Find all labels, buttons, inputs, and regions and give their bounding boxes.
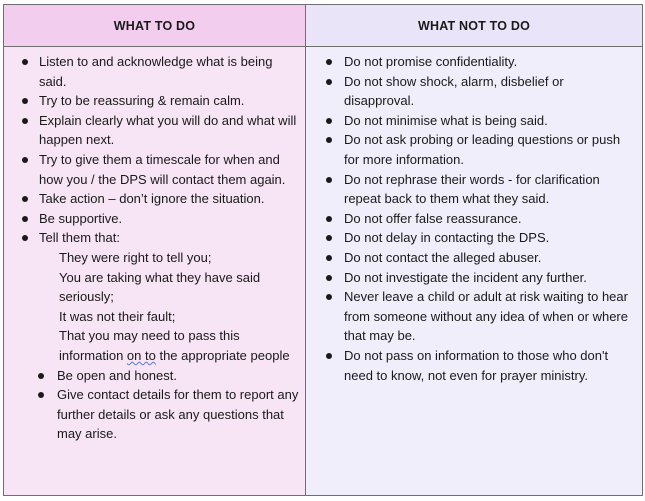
list-item: Try to give them a timescale for when and how you / the DPS will contact them again.	[4, 150, 299, 189]
sub-list-item: You are taking what they have said seriously;	[59, 269, 261, 305]
bullet-icon	[326, 216, 332, 222]
list-item: Be open and honest.	[4, 366, 299, 386]
bullet-icon	[22, 196, 28, 202]
bullet-icon	[326, 353, 332, 359]
bullet-icon	[22, 216, 28, 222]
list-item: Give contact details for them to report any further details or ask any questions that may arise.	[4, 385, 299, 444]
bullet-icon	[326, 118, 332, 124]
list-item: Do not offer false reassurance.	[306, 209, 636, 229]
guidance-table	[3, 4, 643, 496]
bullet-icon	[326, 235, 332, 241]
list-item: Tell them that:	[4, 228, 299, 248]
what-to-do-list	[4, 47, 305, 444]
bullet-icon	[326, 59, 332, 65]
list-item: Do not delay in contacting the DPS.	[306, 228, 636, 248]
list-item: Never leave a child or adult at risk waiting to hear from someone without any idea of when or where that may be.	[306, 287, 636, 346]
sub-list-item: It was not their fault;	[59, 308, 176, 324]
list-item: Try to be reassuring & remain calm.	[4, 91, 299, 111]
what-to-do-heading: WHAT TO DO	[4, 5, 305, 47]
list-item: Do not show shock, alarm, disbelief or disapproval.	[306, 72, 636, 111]
bullet-icon	[326, 275, 332, 281]
list-item: Listen to and acknowledge what is being said.	[4, 52, 299, 91]
bullet-icon	[38, 392, 44, 398]
list-item: Do not ask probing or leading questions or push for more information.	[306, 130, 636, 169]
list-item: Be supportive.	[4, 209, 299, 229]
what-not-to-do-column	[305, 5, 642, 495]
sub-list-item: They were right to tell you;	[59, 249, 212, 265]
bullet-icon	[22, 235, 28, 241]
bullet-icon	[22, 98, 28, 104]
what-to-do-column	[4, 5, 305, 495]
what-not-to-do-heading: WHAT NOT TO DO	[306, 5, 642, 47]
list-item: Explain clearly what you will do and what will happen next.	[4, 111, 299, 150]
bullet-icon	[326, 79, 332, 85]
list-item: Do not promise confidentiality.	[306, 52, 636, 72]
bullet-icon	[326, 294, 332, 300]
bullet-icon	[22, 59, 28, 65]
bullet-icon	[326, 177, 332, 183]
sub-list-item: That you may need to pass this information on to the appropriate people	[59, 328, 290, 363]
bullet-icon	[22, 118, 28, 124]
bullet-icon	[326, 255, 332, 261]
list-item: Do not contact the alleged abuser.	[306, 248, 636, 268]
list-item: Do not pass on information to those who don't need to know, not even for prayer ministry.	[306, 346, 636, 385]
bullet-icon	[22, 157, 28, 163]
bullet-icon	[38, 373, 44, 379]
bullet-icon	[326, 137, 332, 143]
list-item: Do not minimise what is being said.	[306, 111, 636, 131]
list-item: Take action – don’t ignore the situation.	[4, 189, 299, 209]
list-item: Do not investigate the incident any further.	[306, 268, 636, 288]
list-item: Do not rephrase their words - for clarification repeat back to them what they said.	[306, 170, 636, 209]
what-not-to-do-list	[306, 47, 642, 385]
